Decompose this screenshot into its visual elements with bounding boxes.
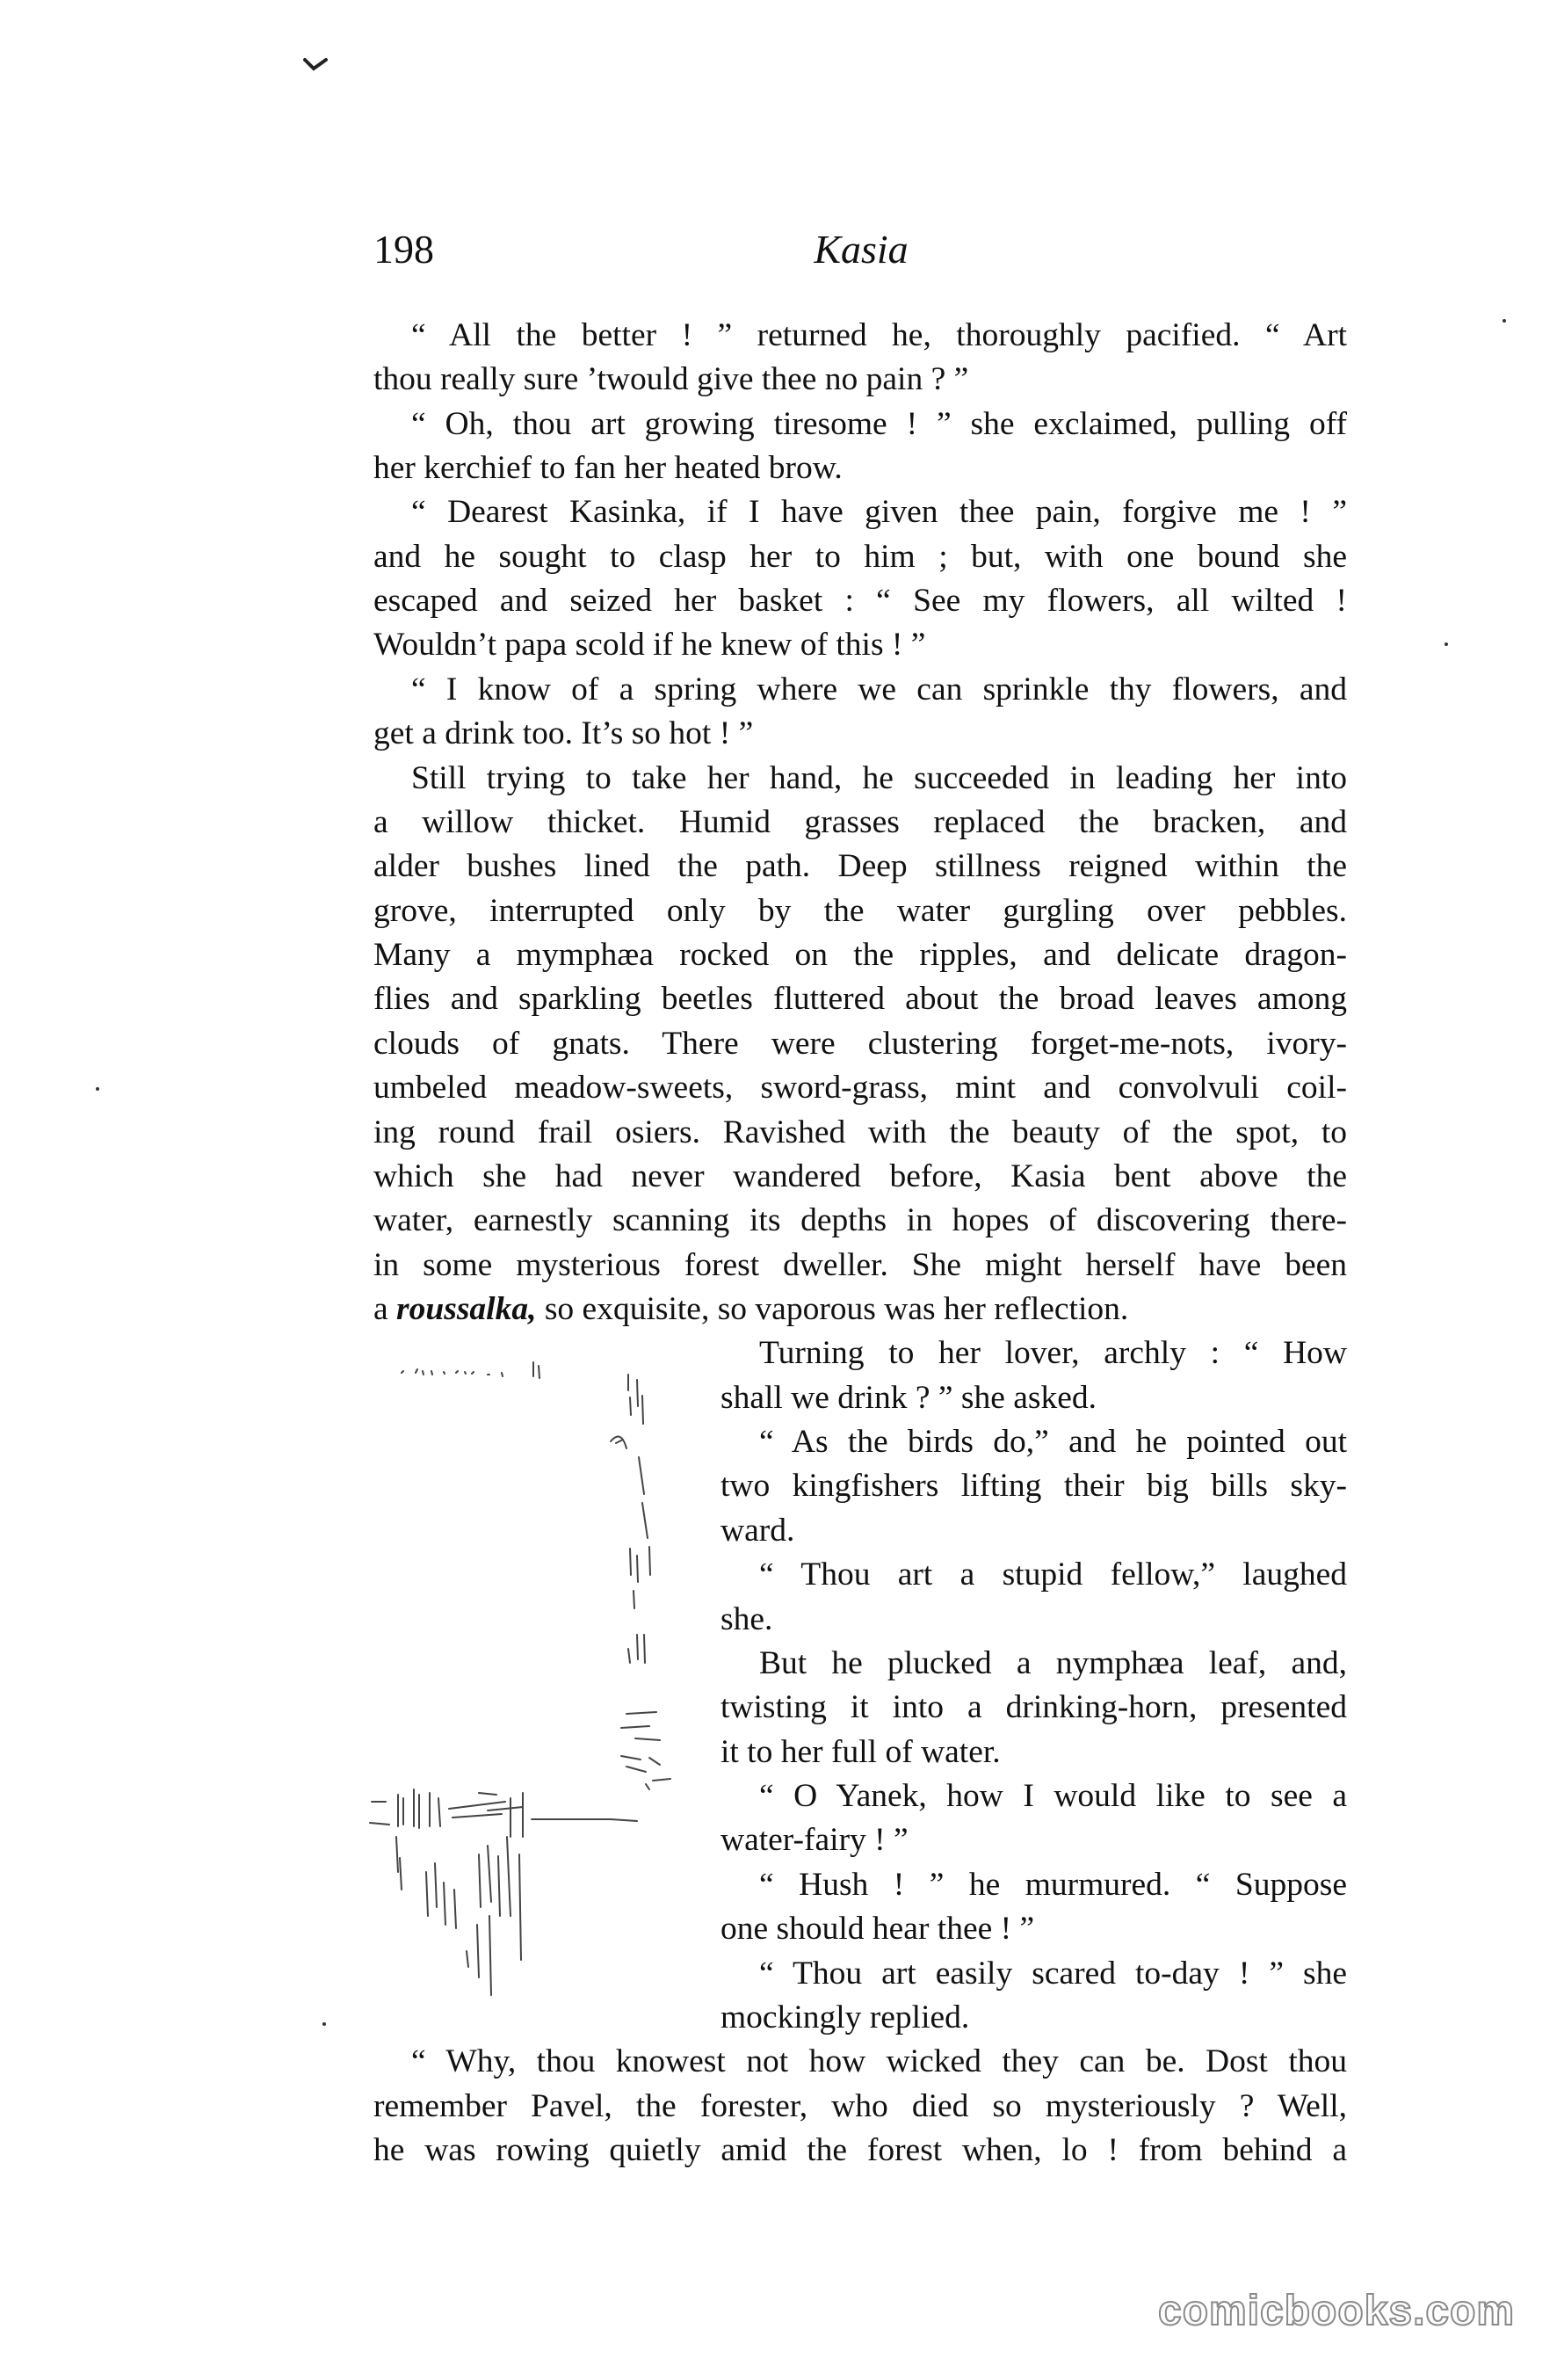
text-line: alder bushes lined the path. Deep stillness reigned within the	[373, 848, 1347, 884]
scan-speck-icon	[322, 2021, 327, 2027]
text-line: a willow thicket. Humid grasses replaced the bracken, and	[373, 804, 1347, 840]
faded-illustration	[347, 1345, 716, 2013]
text-line: mockingly replied.	[720, 1999, 970, 2035]
text-line	[373, 1290, 1347, 1329]
scan-speck-icon	[95, 1086, 100, 1092]
text-line: umbeled meadow-sweets, sword-grass, mint and convolvuli coil-	[373, 1070, 1347, 1106]
text-line: one should hear thee ! ”	[720, 1911, 1035, 1947]
page-number: 198	[373, 227, 434, 272]
text-line: escaped and seized her basket : “ See my flowers, all wilted !	[373, 583, 1347, 619]
text-line: she.	[720, 1601, 773, 1637]
text-fragment: a	[373, 1291, 388, 1327]
running-title: Kasia	[814, 227, 909, 272]
text-line: grove, interrupted only by the water gurgling over pebbles.	[373, 893, 1347, 929]
text-line: “ Hush ! ” he murmured. “ Suppose	[759, 1867, 1347, 1903]
text-line: ward.	[720, 1513, 795, 1549]
text-line: he was rowing quietly amid the forest when, lo ! from behind a	[373, 2132, 1347, 2168]
text-line: Still trying to take her hand, he succeeded in leading her into	[411, 760, 1347, 796]
text-line: Turning to her lover, archly : “ How	[759, 1335, 1347, 1371]
text-fragment: so exquisite, so vaporous was her reflection.	[544, 1291, 1129, 1327]
text-line: “ Thou art a stupid fellow,” laughed	[759, 1556, 1347, 1593]
italic-word: roussalka,	[396, 1291, 537, 1327]
watermark: comicbooks.com	[1158, 2288, 1516, 2334]
text-line: water, earnestly scanning its depths in hopes of discovering there-	[373, 1202, 1347, 1238]
text-line: it to her full of water.	[720, 1734, 1001, 1770]
text-line: which she had never wandered before, Kasia bent above the	[373, 1158, 1347, 1194]
text-line: “ As the birds do,” and he pointed out	[759, 1424, 1347, 1460]
text-line: Wouldn’t papa scold if he knew of this ! ”	[373, 627, 926, 663]
text-line: get a drink too. It’s so hot ! ”	[373, 715, 754, 751]
page-header	[373, 221, 1349, 278]
text-line: “ Dearest Kasinka, if I have given thee pain, forgive me ! ”	[411, 494, 1347, 530]
text-line: “ I know of a spring where we can sprinkle thy flowers, and	[411, 671, 1347, 707]
text-line: her kerchief to fan her heated brow.	[373, 450, 843, 486]
text-line: water-fairy ! ”	[720, 1822, 909, 1858]
text-line: “ O Yanek, how I would like to see a	[759, 1778, 1347, 1814]
text-line: “ Why, thou knowest not how wicked they can be. Dost thou	[411, 2043, 1347, 2079]
text-line: twisting it into a drinking-horn, presented	[720, 1689, 1347, 1725]
text-line: “ All the better ! ” returned he, thoroughly pacified. “ Art	[411, 317, 1347, 353]
text-line: two kingfishers lifting their big bills sky-	[720, 1468, 1347, 1504]
text-line: shall we drink ? ” she asked.	[720, 1380, 1097, 1416]
text-line: Many a mymphæa rocked on the ripples, and delicate dragon-	[373, 937, 1347, 973]
text-line: and he sought to clasp her to him ; but, with one bound she	[373, 539, 1347, 575]
text-line: in some mysterious forest dweller. She might herself have been	[373, 1247, 1347, 1283]
text-line: remember Pavel, the forester, who died so mysteriously ? Well,	[373, 2088, 1347, 2124]
text-line: clouds of gnats. There were clustering forget-me-nots, ivory-	[373, 1026, 1347, 1062]
text-line: ing round frail osiers. Ravished with the beauty of the spot, to	[373, 1114, 1347, 1150]
scan-speck-icon	[1444, 642, 1449, 647]
text-line: “ Oh, thou art growing tiresome ! ” she exclaimed, pulling off	[411, 406, 1347, 442]
text-line: But he plucked a nymphæa leaf, and,	[759, 1645, 1347, 1681]
text-line: thou really sure ’twould give thee no pain ? ”	[373, 361, 969, 397]
text-line: flies and sparkling beetles fluttered about the broad leaves among	[373, 981, 1347, 1017]
text-line: “ Thou art easily scared to-day ! ” she	[759, 1956, 1347, 1992]
scan-speck-icon	[1502, 318, 1507, 323]
scan-mark-icon	[303, 56, 329, 74]
